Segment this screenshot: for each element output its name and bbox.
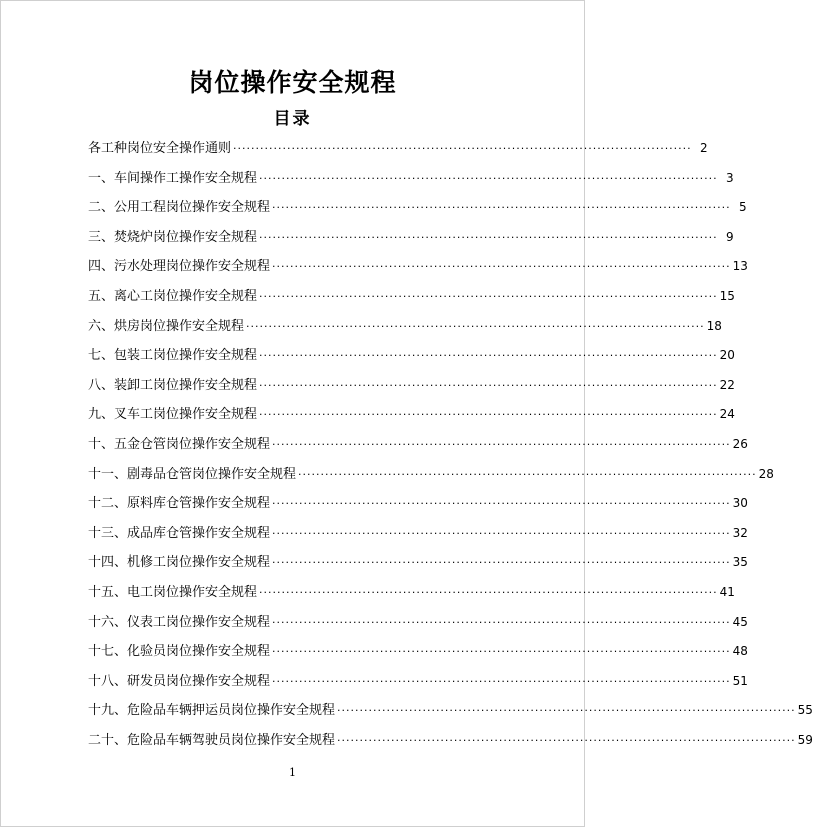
toc-dot-leader: ······································································································ — [259, 230, 718, 244]
toc-entry-title: 九、叉车工岗位操作安全规程 — [88, 407, 258, 423]
toc-entry-page: 15 — [719, 288, 735, 303]
toc-dot-leader: ······································································································ — [337, 733, 796, 747]
toc-entry[interactable] — [88, 696, 813, 726]
toc-entry-page: 3 — [726, 170, 734, 185]
toc-dot-leader: ······································································································ — [337, 704, 796, 718]
toc-heading: 目录 — [273, 109, 312, 129]
toc-dot-leader: ······································································································ — [272, 260, 731, 274]
toc-dot-leader: ······································································································ — [259, 585, 718, 599]
toc-entry-title: 六、烘房岗位操作安全规程 — [88, 318, 245, 334]
toc-dot-leader: ······································································································ — [259, 378, 718, 392]
toc-dot-leader: ······································································································ — [246, 319, 705, 333]
toc-entry-title: 十三、成品库仓管操作安全规程 — [88, 525, 271, 541]
toc-entry[interactable] — [88, 341, 735, 371]
toc-entry-title: 七、包装工岗位操作安全规程 — [88, 348, 258, 364]
toc-entry-title: 十五、电工岗位操作安全规程 — [88, 584, 258, 600]
toc-dot-leader: ······································································································ — [259, 289, 718, 303]
toc-entry-title: 三、焚烧炉岗位操作安全规程 — [88, 229, 258, 245]
toc-entry[interactable] — [88, 371, 735, 401]
toc-entry-title: 四、污水处理岗位操作安全规程 — [88, 259, 271, 275]
toc-entry-title: 十四、机修工岗位操作安全规程 — [88, 555, 271, 571]
toc-entry-title: 一、车间操作工操作安全规程 — [88, 170, 258, 186]
toc-entry[interactable] — [88, 726, 813, 756]
toc-dot-leader: ······································································································ — [259, 408, 718, 422]
toc-entry-page: 48 — [732, 644, 748, 659]
toc-entry-title: 十、五金仓管岗位操作安全规程 — [88, 436, 271, 452]
toc-entry-title: 十一、剧毒品仓管岗位操作安全规程 — [88, 466, 297, 482]
toc-entry-page: 18 — [706, 318, 722, 333]
toc-dot-leader: ······································································································ — [272, 497, 731, 511]
toc-entry-page: 13 — [732, 259, 748, 274]
toc-entry[interactable] — [88, 637, 748, 667]
toc-entry-page: 41 — [719, 584, 735, 599]
toc-entry-title: 十六、仪表工岗位操作安全规程 — [88, 614, 271, 630]
toc-entry[interactable] — [88, 430, 748, 460]
toc-dot-leader: ······································································································ — [259, 349, 718, 363]
toc-entry[interactable] — [88, 548, 748, 578]
toc-dot-leader: ······································································································ — [272, 674, 731, 688]
toc-dot-leader: ······································································································ — [298, 467, 757, 481]
toc-entry[interactable] — [88, 578, 735, 608]
toc-dot-leader: ······································································································ — [272, 437, 731, 451]
toc-entry[interactable] — [88, 489, 748, 519]
toc-entry-title: 十七、化验员岗位操作安全规程 — [88, 644, 271, 660]
toc-entry-page: 30 — [732, 496, 748, 511]
toc-entry[interactable] — [88, 608, 748, 638]
toc-dot-leader: ······································································································ — [272, 526, 731, 540]
toc-entry[interactable] — [88, 282, 735, 312]
toc-entry-title: 五、离心工岗位操作安全规程 — [88, 288, 258, 304]
toc-entry-page: 51 — [732, 673, 748, 688]
toc-entry-page: 28 — [758, 466, 774, 481]
document-title: 岗位操作安全规程 — [188, 68, 397, 97]
toc-entry-page: 55 — [797, 703, 813, 718]
toc-dot-leader: ······································································································ — [272, 556, 731, 570]
toc-entry[interactable] — [88, 193, 747, 223]
toc-dot-leader: ······································································································ — [233, 142, 692, 155]
toc-entry-title: 二、公用工程岗位操作安全规程 — [88, 200, 271, 216]
toc-entry-title: 十九、危险品车辆押运员岗位操作安全规程 — [88, 703, 336, 719]
table-of-contents — [88, 134, 813, 755]
toc-entry[interactable] — [88, 134, 708, 164]
toc-entry-title: 各工种岗位安全操作通则 — [88, 141, 232, 156]
toc-entry[interactable] — [88, 252, 748, 282]
toc-entry-page: 45 — [732, 614, 748, 629]
toc-entry-title: 十二、原料库仓管操作安全规程 — [88, 496, 271, 512]
toc-entry-page: 20 — [719, 348, 735, 363]
page-number: 1 — [289, 766, 296, 779]
toc-entry-page: 24 — [719, 407, 735, 422]
toc-entry-page: 32 — [732, 525, 748, 540]
toc-entry-page: 35 — [732, 555, 748, 570]
toc-entry[interactable] — [88, 400, 735, 430]
toc-entry-page: 26 — [732, 436, 748, 451]
toc-entry-title: 二十、危险品车辆驾驶员岗位操作安全规程 — [88, 732, 336, 748]
toc-entry[interactable] — [88, 312, 722, 342]
toc-entry-title: 八、装卸工岗位操作安全规程 — [88, 377, 258, 393]
toc-entry[interactable] — [88, 519, 748, 549]
toc-entry-page: 22 — [719, 377, 735, 392]
toc-entry[interactable] — [88, 460, 774, 490]
toc-entry-page: 59 — [797, 732, 813, 747]
toc-entry-title: 十八、研发员岗位操作安全规程 — [88, 673, 271, 689]
toc-dot-leader: ······································································································ — [272, 615, 731, 629]
toc-entry-page: 5 — [739, 200, 747, 215]
toc-entry-page: 2 — [700, 141, 708, 155]
toc-dot-leader: ······································································································ — [272, 201, 731, 215]
toc-entry-page: 9 — [726, 229, 734, 244]
toc-entry[interactable] — [88, 164, 734, 194]
toc-dot-leader: ······································································································ — [259, 171, 718, 185]
toc-entry[interactable] — [88, 223, 734, 253]
toc-entry[interactable] — [88, 667, 748, 697]
toc-dot-leader: ······································································································ — [272, 645, 731, 659]
